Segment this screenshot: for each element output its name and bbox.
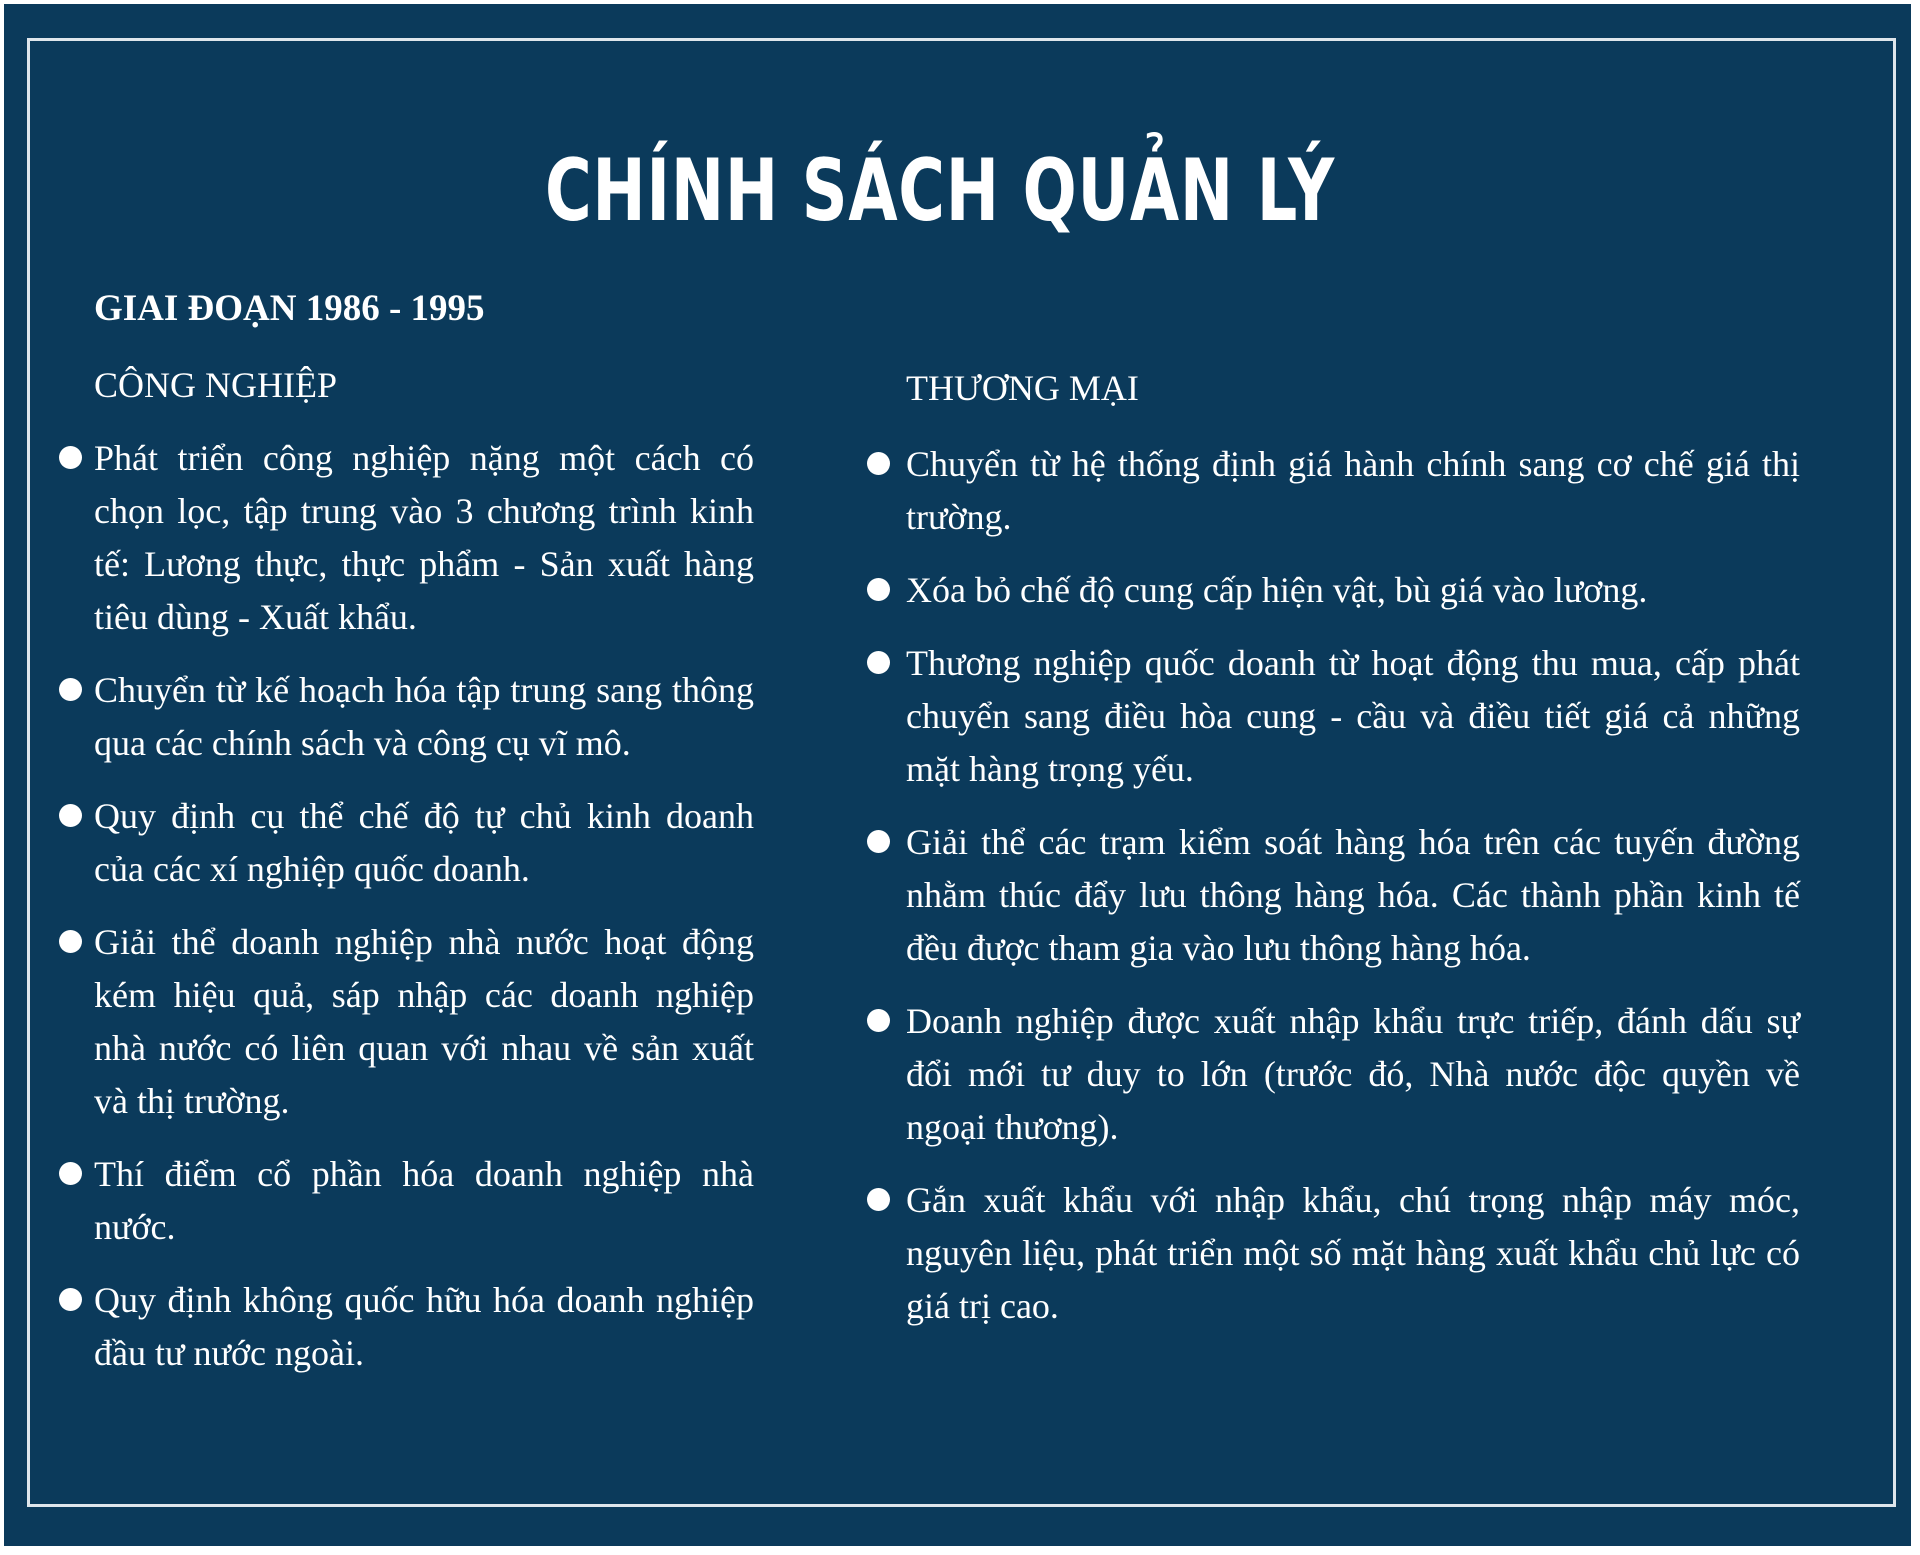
list-item: [94, 790, 754, 896]
bullet-icon: [867, 578, 890, 601]
list-item: [94, 916, 754, 1128]
list-item-text: Doanh nghiệp được xuất nhập khẩu trực triếp, đánh dấu sự đổi mới tư duy to lớn (trước đó, Nhà nước độc quyền về ngoại thương).: [906, 1001, 1800, 1147]
list-item: [906, 564, 1800, 617]
list-item-text: Phát triển công nghiệp nặng một cách có chọn lọc, tập trung vào 3 chương trình kinh tế: Lương thực, thực phẩm - Sản xuất hàng tiêu dùng - Xuất khẩu.: [94, 438, 754, 637]
bullet-icon: [59, 1162, 82, 1185]
list-item-text: Chuyển từ kế hoạch hóa tập trung sang thông qua các chính sách và công cụ vĩ mô.: [94, 670, 754, 763]
industry-policy-list: [94, 432, 754, 1400]
list-item-text: Thương nghiệp quốc doanh từ hoạt động thu mua, cấp phát chuyển sang điều hòa cung - cầu và điều tiết giá cả những mặt hàng trọng yếu.: [906, 643, 1800, 789]
bullet-icon: [867, 452, 890, 475]
list-item-text: Chuyển từ hệ thống định giá hành chính sang cơ chế giá thị trường.: [906, 444, 1800, 537]
list-item-text: Quy định không quốc hữu hóa doanh nghiệp đầu tư nước ngoài.: [94, 1280, 754, 1373]
list-item: [906, 637, 1800, 796]
list-item-text: Thí điểm cổ phần hóa doanh nghiệp nhà nước.: [94, 1154, 754, 1247]
list-item-text: Xóa bỏ chế độ cung cấp hiện vật, bù giá vào lương.: [906, 570, 1648, 610]
list-item-text: Giải thể doanh nghiệp nhà nước hoạt động kém hiệu quả, sáp nhập các doanh nghiệp nhà nước có liên quan với nhau về sản xuất và thị trường.: [94, 922, 754, 1121]
page-title: CHÍNH SÁCH QUẢN LÝ: [544, 141, 1336, 241]
trade-policy-list: [906, 438, 1800, 1353]
bullet-icon: [59, 930, 82, 953]
list-item: [94, 664, 754, 770]
bullet-icon: [59, 678, 82, 701]
list-item: [906, 816, 1800, 975]
list-item-text: Quy định cụ thể chế độ tự chủ kinh doanh của các xí nghiệp quốc doanh.: [94, 796, 754, 889]
list-item: [906, 438, 1800, 544]
bullet-icon: [867, 830, 890, 853]
list-item: [906, 1174, 1800, 1333]
bullet-icon: [59, 804, 82, 827]
trade-heading: THƯƠNG MẠI: [906, 368, 1139, 408]
list-item: [906, 995, 1800, 1154]
bullet-icon: [867, 651, 890, 674]
period-heading: GIAI ĐOẠN 1986 - 1995: [94, 288, 485, 329]
list-item: [94, 432, 754, 644]
list-item: [94, 1274, 754, 1380]
bullet-icon: [867, 1009, 890, 1032]
bullet-icon: [59, 446, 82, 469]
list-item-text: Giải thể các trạm kiểm soát hàng hóa trên các tuyến đường nhằm thúc đẩy lưu thông hàng hóa. Các thành phần kinh tế đều được tham gia vào lưu thông hàng hóa.: [906, 822, 1800, 968]
list-item-text: Gắn xuất khẩu với nhập khẩu, chú trọng nhập máy móc, nguyên liệu, phát triển một số mặt hàng xuất khẩu chủ lực có giá trị cao.: [906, 1180, 1800, 1326]
bullet-icon: [59, 1288, 82, 1311]
industry-heading: CÔNG NGHIỆP: [94, 365, 337, 405]
list-item: [94, 1148, 754, 1254]
bullet-icon: [867, 1188, 890, 1211]
